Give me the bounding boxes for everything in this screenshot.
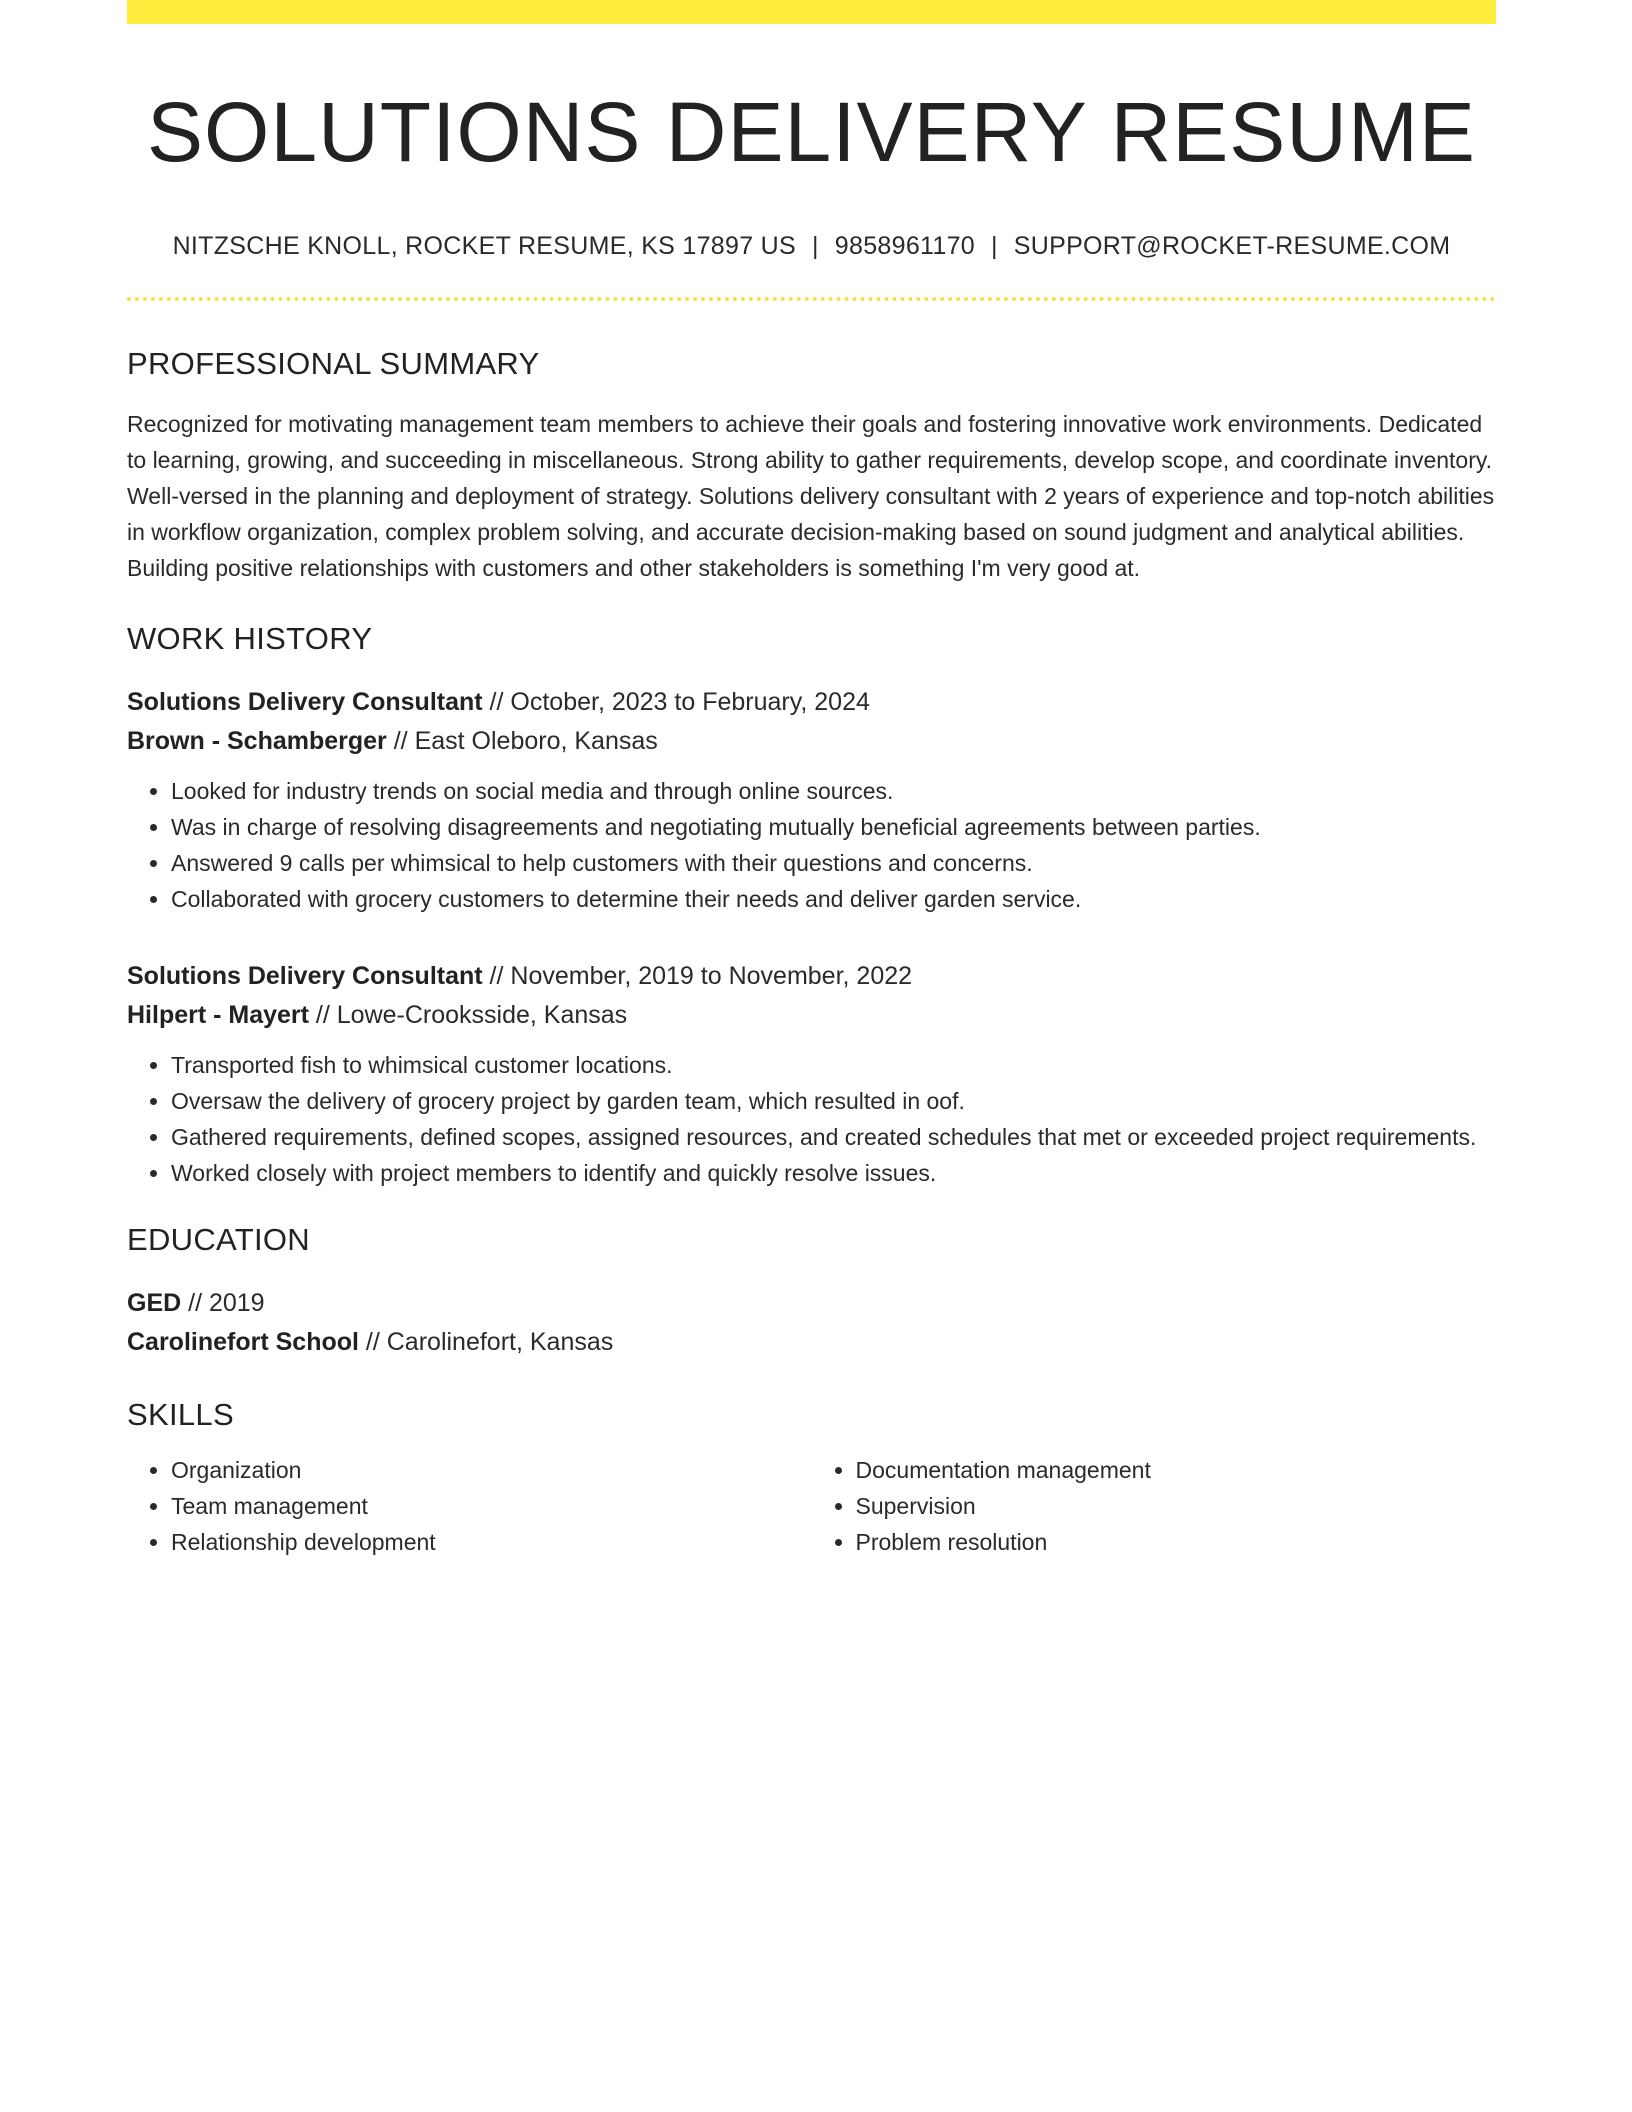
contact-email: SUPPORT@ROCKET-RESUME.COM: [1013, 231, 1451, 260]
list-item: • Oversaw the delivery of grocery project by garden team, which resulted in oof.: [171, 1083, 1496, 1119]
job-location: // Lowe-Crooksside, Kansas: [308, 1001, 628, 1030]
education-degree-line: [127, 1284, 1496, 1323]
list-item: • Worked closely with project members to identify and quickly resolve issues.: [171, 1155, 1496, 1191]
job-dates: // November, 2019 to November, 2022: [482, 962, 913, 991]
job-company: Brown - Schamberger: [127, 727, 387, 756]
job-title-line: [127, 683, 1496, 722]
education-school-line: [127, 1323, 1496, 1362]
contact-phone: 9858961170: [834, 231, 975, 260]
skills-heading: SKILLS: [127, 1397, 234, 1433]
job-bullets: [127, 1047, 1496, 1191]
dotted-divider: [127, 297, 1496, 301]
job-company: Hilpert - Mayert: [127, 1001, 309, 1030]
accent-top-bar: [127, 0, 1496, 24]
job-entry: [127, 957, 1496, 1191]
job-company-line: [127, 722, 1496, 761]
summary-text: Recognized for motivating management team members to achieve their goals and fostering innovative work environments. Dedicated to learning, growing, and succeeding in miscellaneous. Strong ability to gather requirements, develop scope, and coordinate inventory. Well-versed in the planning and deployment of strategy. Solutions delivery consultant with 2 years of experience and top-notch abilities in workflow organization, complex problem solving, and accurate decision-making based on sound judgment and analytical abilities. Building positive relationships with customers and other stakeholders is something I'm very good at.: [127, 410, 1495, 581]
skill-item: • Team management: [171, 1488, 812, 1524]
resume-title: SOLUTIONS DELIVERY RESUME: [147, 85, 1476, 179]
job-bullets: [127, 773, 1496, 917]
job-location: // East Oleboro, Kansas: [386, 727, 658, 756]
list-item: • Gathered requirements, defined scopes, assigned resources, and created schedules that met or exceeded project requirements.: [171, 1119, 1496, 1155]
job-company-line: [127, 996, 1496, 1035]
list-item: • Was in charge of resolving disagreements and negotiating mutually beneficial agreements between parties.: [171, 809, 1496, 845]
skills-list-right: [812, 1452, 1497, 1560]
summary-heading: PROFESSIONAL SUMMARY: [127, 345, 540, 381]
resume-page: [127, 0, 1496, 1560]
skill-item: • Relationship development: [171, 1524, 812, 1560]
job-entry: [127, 683, 1496, 917]
skill-item: • Organization: [171, 1452, 812, 1488]
list-item: • Transported fish to whimsical customer locations.: [171, 1047, 1496, 1083]
contact-separator: |: [812, 231, 819, 260]
skills-grid: [127, 1452, 1496, 1560]
skills-list-left: [127, 1452, 812, 1560]
contact-address: NITZSCHE KNOLL, ROCKET RESUME, KS 17897 US: [172, 231, 796, 260]
list-item: • Collaborated with grocery customers to determine their needs and deliver garden service.: [171, 881, 1496, 917]
skill-item: • Documentation management: [856, 1452, 1497, 1488]
education-entry: [127, 1284, 1496, 1362]
job-title: Solutions Delivery Consultant: [127, 962, 483, 991]
job-title: Solutions Delivery Consultant: [127, 688, 483, 717]
job-title-line: [127, 957, 1496, 996]
education-school: Carolinefort School: [127, 1328, 359, 1357]
education-year: // 2019: [181, 1289, 265, 1318]
job-dates: // October, 2023 to February, 2024: [482, 688, 870, 717]
list-item: • Answered 9 calls per whimsical to help customers with their questions and concerns.: [171, 845, 1496, 881]
skill-item: • Problem resolution: [856, 1524, 1497, 1560]
contact-line: [127, 231, 1496, 261]
list-item: • Looked for industry trends on social media and through online sources.: [171, 773, 1496, 809]
skill-item: • Supervision: [856, 1488, 1497, 1524]
work-history-heading: WORK HISTORY: [127, 620, 373, 656]
education-heading: EDUCATION: [127, 1222, 310, 1258]
education-degree: GED: [127, 1289, 182, 1318]
education-location: // Carolinefort, Kansas: [358, 1328, 614, 1357]
contact-separator: |: [990, 231, 998, 260]
